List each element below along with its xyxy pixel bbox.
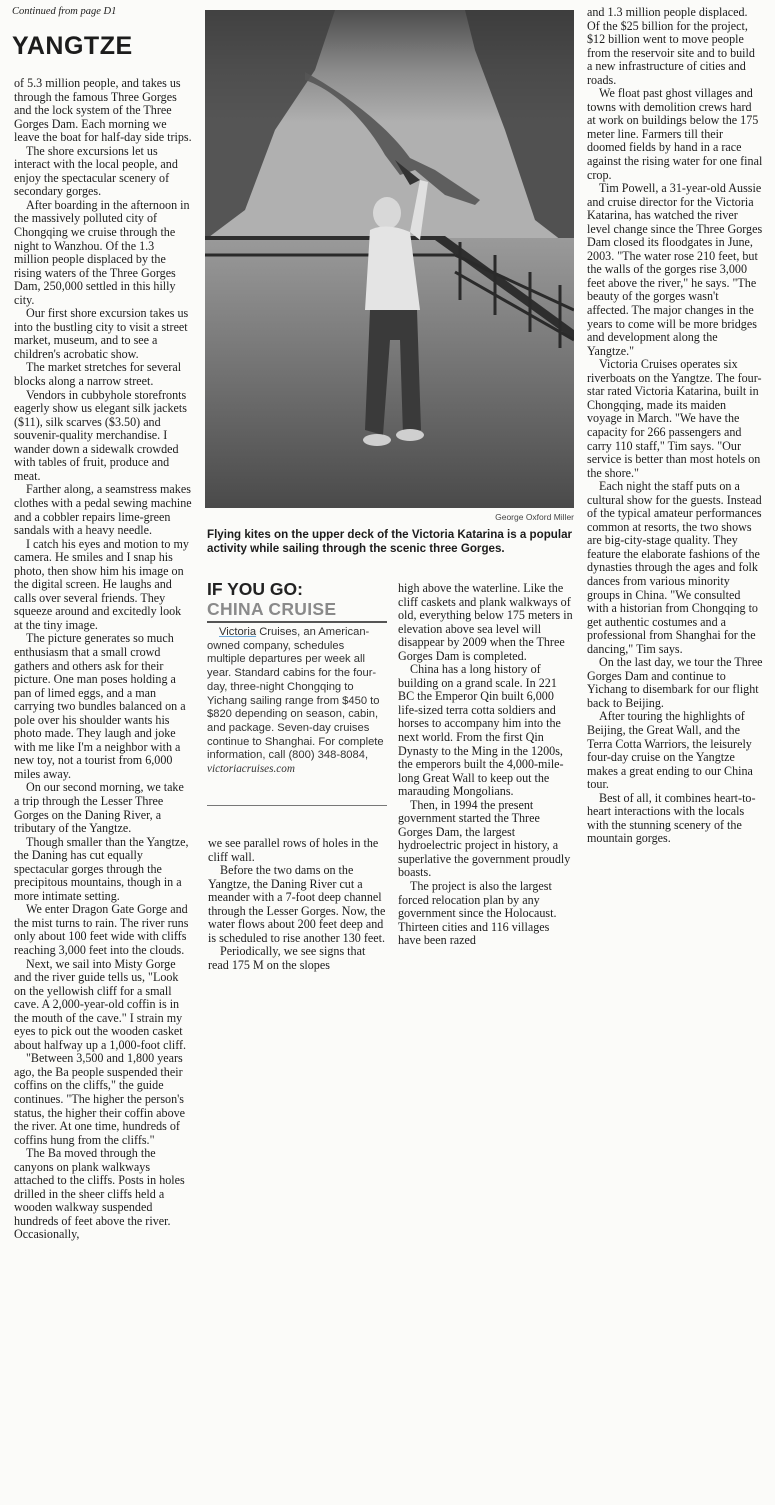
sidebar-title-line1: IF YOU GO: [207,579,303,599]
paragraph: Our first shore excursion takes us into the bustling city to visit a street market, museum, and to see a children's acrobatic show. [14,306,189,361]
paragraph: "Between 3,500 and 1,800 years ago, the Ba people suspended their coffins on the cliffs," the guide continues. "The higher the person's status, the higher their coffin above the river. At one time, hundreds of coffins hung from the cliffs." [14,1051,186,1147]
paragraph: After touring the highlights of Beijing, the Great Wall, and the Terra Cotta Warriors, the leisurely four-day cruise on the Yangtze makes a great ending to our China tour. [587,709,753,792]
paragraph: The picture generates so much enthusiasm that a small crowd gathers and others ask for their picture. One man poses holding a pan of limed eggs, and a man carrying two bundles balanced on a pole over his shoulder wants his photo made. They laugh and joke with me like I'm a neighbor with a new toy, not a tourist from 6,000 miles away. [14,631,186,781]
paragraph: On the last day, we tour the Three Gorges Dam and continue to Yichang to disembark for our flight back to Beijing. [587,655,763,710]
paragraph: On our second morning, we take a trip through the Lesser Three Gorges on the Daning River, a tributary of the Yangtze. [14,780,184,836]
sidebar-brand: Victoria [219,626,257,638]
paragraph: The shore excursions let us interact with the local people, and enjoy the spectacular scenery of secondary gorges. [14,143,178,199]
paragraph: The Ba moved through the canyons on plank walkways attached to the cliffs. Posts in holes drilled in the sheer cliffs held a wooden walkway suspended hundreds of feet above the river. Occasionally, [14,1146,185,1242]
continued-line: Continued from page D1 [12,6,117,17]
article-headline: YANGTZE [12,32,133,60]
sidebar-url: victoriacruises.com [207,763,295,776]
paragraph: we see parallel rows of holes in the cliff wall. [208,836,379,864]
paragraph: Tim Powell, a 31-year-old Aussie and cruise director for the Victoria Katarina, has watched the river level change since the Three Gorges Dam closed its floodgates in June, 2003. "The water rose 210 feet, but the walls of the gorges rise 3,000 feet above the river," he says. "The beauty of the gorges wasn't affected. The major changes in the years to come will be more bridges and development along the Yangtze." [587,181,763,358]
photo-credit: George Oxford Miller [495,512,574,522]
paragraph: Though smaller than the Yangtze, the Daning has cut equally spectacular gorges through the precipitous mountains, though in a more intimate setting. [14,834,189,903]
paragraph: China has a long history of building on a grand scale. In 221 BC the Emperor Qin built 6,000 life-sized terra cotta soldiers and horses to accompany him into the next world. From the first Qin Dynasty to the Ming in the 1200s, the emperors built the 4,000-mile-long Great Wall to keep out the marauding Mongolians. [398,662,564,799]
sidebar-end-rule [207,805,387,806]
paragraph: Periodically, we see signs that read 175 M on the slopes [208,944,366,972]
paragraph: Farther along, a seamstress makes clothes with a pedal sewing machine and a cobbler repairs lime-green sandals with a heavy needle. [14,482,192,538]
photo-caption: Flying kites on the upper deck of the Victoria Katarina is a popular activity while sailing through the scenic three Gorges. [207,528,573,555]
kite-photo [205,10,574,508]
paragraph: Victoria Cruises operates six riverboats on the Yangtze. The four-star rated Victoria Katarina, built in Chongqing, made its maiden voyage in March. "We have the capacity for 266 passengers and carry 110 staff," Tim says. "Our service is better than most hotels on the shore." [587,357,762,480]
paragraph: of 5.3 million people, and takes us through the famous Three Gorges and the lock system of the Three Gorges Dam. Each morning we leave the boat for half-day side trips. [14,76,192,145]
paragraph: Each night the staff puts on a cultural show for the guests. Instead of the typical amateur performances common at resorts, the two shows are big-city-stage quality. They feature the elaborate fashions of the dynasties through the ages and folk dances from various minority groups in China. "We consulted with a historian from Chongqing to get authentic costumes and a professional from Shanghai for the dancing," Tim says. [587,479,762,656]
article-column-4 [587,6,763,846]
paragraph: Next, we sail into Misty Gorge and the river guide tells us, "Look on the yellowish cliff for a small cave. A 2,000-year-old coffin is in the mouth of the cave." I strain my eyes to pick out the wooden casket about halfway up a 1,000-foot cliff. [14,956,187,1052]
paragraph: Then, in 1994 the present government started the Three Gorges Dam, the largest hydroelectric project in history, a superlative the government proudly boasts. [398,797,571,880]
sidebar-info [207,626,385,777]
paragraph: Before the two dams on the Yangtze, the Daning River cut a meander with a 7-foot deep channel through the Lesser Gorges. Now, the water flows about 200 feet deep and is scheduled to rise another 130 feet. [208,863,386,945]
photo-illustration [205,10,574,508]
article-column-1 [14,77,192,1242]
paragraph: and 1.3 million people displaced. Of the $25 billion for the project, $12 billion went to move people from the reservoir site and to build a new infrastructure of cities and roads. [587,5,755,87]
paragraph: We enter Dragon Gate Gorge and the mist turns to rain. The river runs only about 100 feet wide with cliffs reaching 3,000 feet into the clouds. [14,902,189,957]
paragraph: I catch his eyes and motion to my camera. He smiles and I snap his photo, then show him his image on the digital screen. He laughs and calls over several friends. They squeeze around and excitedly look at the tiny image. [14,536,189,632]
sidebar-rule [207,621,387,623]
sidebar-title-line2: CHINA CRUISE [207,599,337,619]
paragraph: high above the waterline. Like the cliff caskets and plank walkways of old, everything below 175 meters in elevation above sea level will disappear by 2009 when the Three Gorges Dam is completed. [398,581,573,663]
paragraph: After boarding in the afternoon in the massively polluted city of Chongqing we cruise through the night to Wanzhou. Of the 1.3 million people displaced by the rising waters of the Three Gorges Dam, 250,000 settled in this hilly city. [14,197,190,307]
sidebar-title [207,579,387,619]
paragraph: The project is also the largest forced relocation plan by any government since the Holocaust. Thirteen cities and 116 villages have been razed [398,879,557,948]
paragraph: The market stretches for several blocks along a narrow street. [14,360,182,389]
article-column-3 [398,582,574,948]
paragraph: Vendors in cubbyhole storefronts eagerly show us elegant silk jackets ($11), silk scarves ($3.50) and souvenir-quality merchandise. I wander down a sidewalk crowded with tables of fruit, produce and meat. [14,387,187,483]
sidebar-body: Cruises, an American-owned company, schedules multiple departures per week all year. Standard cabins for the four-day, three-night Chongqing to Yichang sailing range from $450 to $820 depending on season, cabin, and package. Seven-day cruises continue to Shanghai. For complete information, call (800) 348-8084, [207,626,384,762]
paragraph: Best of all, it combines heart-to-heart interactions with the locals with the stunning scenery of the mountain gorges. [587,790,756,846]
article-column-2 [208,837,386,972]
paragraph: We float past ghost villages and towns with demolition crews hard at work on buildings below the 175 meter line. Farmers till their doomed fields by hand in a race against the rising water for one final crop. [587,86,763,182]
